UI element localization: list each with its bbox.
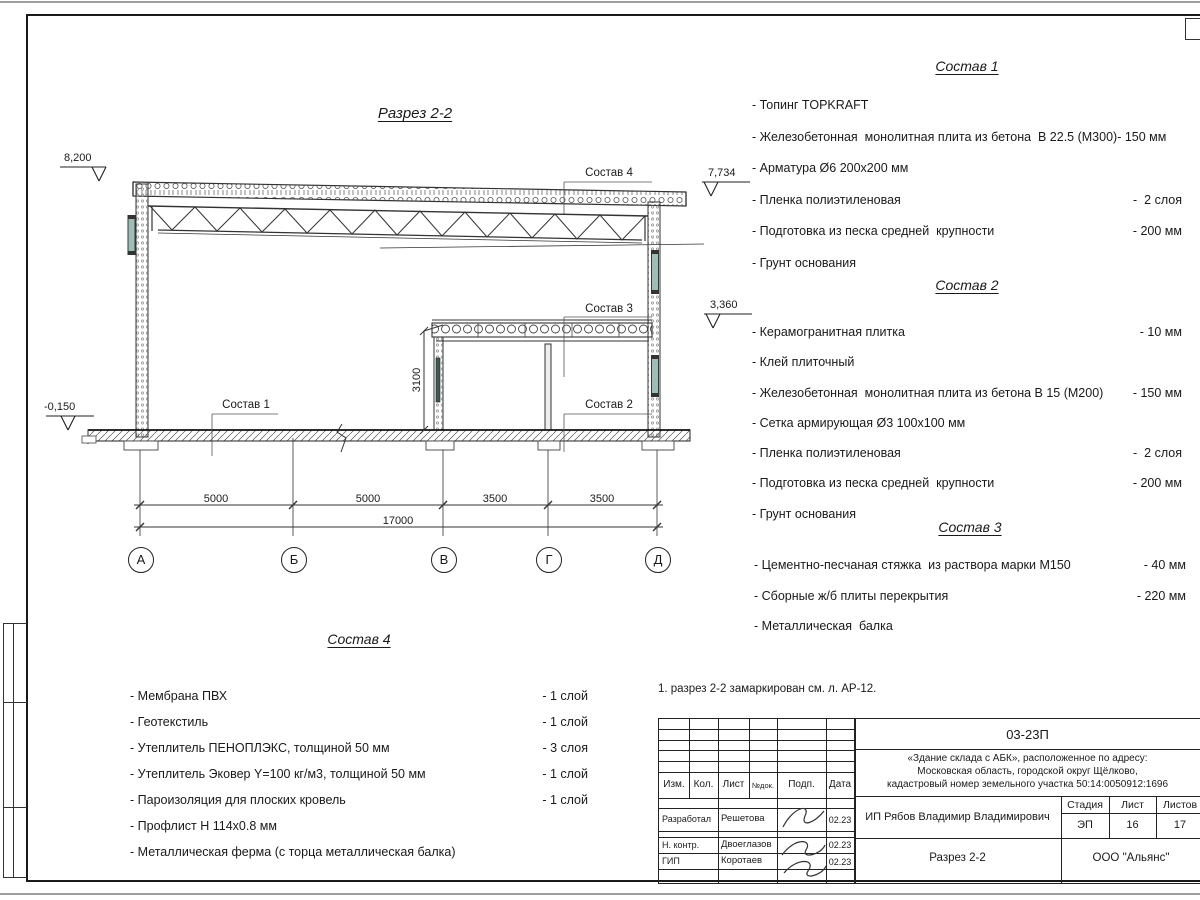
- tb-role-developer: Разработал: [662, 814, 711, 824]
- sheet-note: 1. разрез 2-2 замаркирован см. л. АР-12.: [658, 683, 877, 695]
- tb-sheet-label: Лист: [1121, 799, 1144, 811]
- roof-truss: [148, 206, 704, 248]
- list-item: - Металлическая балка: [754, 619, 893, 633]
- sostav-1-list: [752, 58, 1182, 287]
- axis-bubble-d: Д: [645, 547, 671, 573]
- tb-col-podp: Подп.: [788, 779, 815, 790]
- tb-col-izm: Изм.: [663, 779, 685, 790]
- list-item: - Подготовка из песка средней крупности - 200 мм: [752, 476, 1182, 491]
- list-item: - Железобетонная монолитная плита из бетона В 15 (М200) - 150 мм: [752, 385, 1182, 400]
- list-item: - Пленка полиэтиленовая - 2 слоя: [752, 192, 1182, 207]
- list-item: - Керамогранитная плитка - 10 мм: [752, 325, 1182, 339]
- axis-bubble-a: А: [128, 547, 154, 573]
- callout-leaders: [212, 182, 652, 456]
- list-item: - Грунт основания: [752, 506, 857, 521]
- tb-object-line2: Московская область, городской округ Щёлково,: [917, 766, 1138, 777]
- sostav-3-list: [754, 519, 1186, 650]
- tb-company: ООО "Альянс": [1092, 852, 1170, 864]
- list-item: - Металлическая ферма (с торца металлическая балка): [130, 845, 456, 859]
- list-item: - Грунт основания: [752, 255, 857, 270]
- tb-doc-number: 03-23П: [1006, 727, 1049, 742]
- tb-sheet-value: 16: [1126, 819, 1139, 831]
- list-item: - Профлист Н 114х0.8 мм: [130, 819, 277, 833]
- sostav-2-list: [752, 277, 1182, 537]
- tb-col-ndok: №док.: [752, 781, 774, 790]
- list-item: - Пароизоляция для плоских кровель - 1 слой: [130, 793, 588, 807]
- mezzanine-slab: [432, 320, 652, 341]
- tb-role-ncontrol: Н. контр.: [662, 840, 700, 850]
- list-item: - Подготовка из песка средней крупности - 200 мм: [752, 224, 1182, 238]
- list-item: - Геотекстиль - 1 слой: [130, 715, 588, 729]
- elevation-floor: -0,150: [44, 401, 76, 413]
- elevation-roof-left: 8,200: [64, 152, 92, 164]
- tb-name-gip: Коротаев: [721, 855, 763, 866]
- dim-5000-1: 5000: [203, 493, 229, 505]
- roof-deck: [133, 182, 686, 206]
- dim-17000: 17000: [382, 515, 414, 527]
- list-item: - Цементно-песчаная стяжка из раствора марки М150 - 40 мм: [754, 558, 1186, 572]
- signature-squiggles: [777, 799, 829, 881]
- tb-stage-label: Стадия: [1067, 799, 1103, 811]
- tb-client: ИП Рябов Владимир Владимирович: [865, 811, 1050, 823]
- list-title: Состав 1: [935, 58, 999, 74]
- list-item: - Утеплитель Эковер Y=100 кг/м3, толщиной 50 мм - 1 слой: [130, 767, 588, 781]
- callout-sostav2: Состав 2: [585, 399, 633, 411]
- tb-name-developer: Решетова: [721, 813, 765, 824]
- tb-col-list: Лист: [722, 779, 745, 790]
- list-item: - Арматура Ø6 200х200 мм: [752, 161, 909, 175]
- list-item: - Сетка армирующая Ø3 100х100 мм: [752, 415, 966, 430]
- list-item: - Топинг TOPKRAFT: [752, 98, 869, 112]
- drawing-title: Разрез 2-2: [377, 105, 453, 122]
- callout-sostav1: Состав 1: [222, 399, 270, 411]
- list-item: - Пленка полиэтиленовая - 2 слоя: [752, 446, 1182, 461]
- tb-date-developer: 02.23: [828, 815, 852, 825]
- list-item: - Утеплитель ПЕНОПЛЭКС, толщиной 50 мм - 3 слоя: [130, 741, 588, 755]
- list-item: - Железобетонная монолитная плита из бетона В 22.5 (М300)- 150 мм: [752, 129, 1167, 144]
- dim-3500-1: 3500: [482, 493, 508, 505]
- tb-sheets-value: 17: [1173, 819, 1187, 831]
- list-item: - Мембрана ПВХ - 1 слой: [130, 689, 588, 703]
- list-title: Состав 2: [935, 277, 999, 293]
- sostav-4-list: [130, 631, 588, 871]
- list-item: - Клей плиточный: [752, 355, 855, 370]
- list-title: Состав 3: [938, 519, 1002, 535]
- callout-sostav3: Состав 3: [585, 303, 633, 315]
- list-title: Состав 4: [327, 631, 391, 647]
- tb-sheets-label: Листов: [1162, 799, 1198, 811]
- tb-role-gip: ГИП: [662, 856, 680, 866]
- callout-sostav4: Состав 4: [585, 167, 633, 179]
- tb-object-line1: «Здание склада с АБК», расположенное по адресу:: [907, 753, 1148, 764]
- title-block: [658, 718, 1200, 884]
- tb-object-line3: кадастровый номер земельного участка 50:14:0050912:1696: [886, 779, 1169, 790]
- list-item: - Сборные ж/б плиты перекрытия - 220 мм: [754, 588, 1186, 603]
- tb-col-data: Дата: [828, 779, 852, 790]
- axis-bubble-v: В: [431, 547, 457, 573]
- dim-3100: 3100: [411, 367, 423, 393]
- dim-3500-2: 3500: [589, 493, 615, 505]
- tb-date-ncontrol: 02.23: [828, 840, 852, 850]
- elevation-mezzanine: 3,360: [710, 299, 738, 311]
- ground-slab: [82, 424, 690, 452]
- axis-bubble-g: Г: [536, 547, 562, 573]
- tb-stage-value: ЭП: [1077, 819, 1093, 831]
- tb-name-ncontrol: Двоеглазов: [721, 839, 772, 850]
- tb-date-gip: 02.23: [828, 857, 852, 867]
- tb-drawing-name: Разрез 2-2: [929, 852, 986, 864]
- tb-col-kol: Кол.: [693, 779, 714, 790]
- dim-5000-2: 5000: [355, 493, 381, 505]
- axis-bubble-b: Б: [281, 547, 307, 573]
- elevation-roof-right: 7,734: [708, 167, 736, 179]
